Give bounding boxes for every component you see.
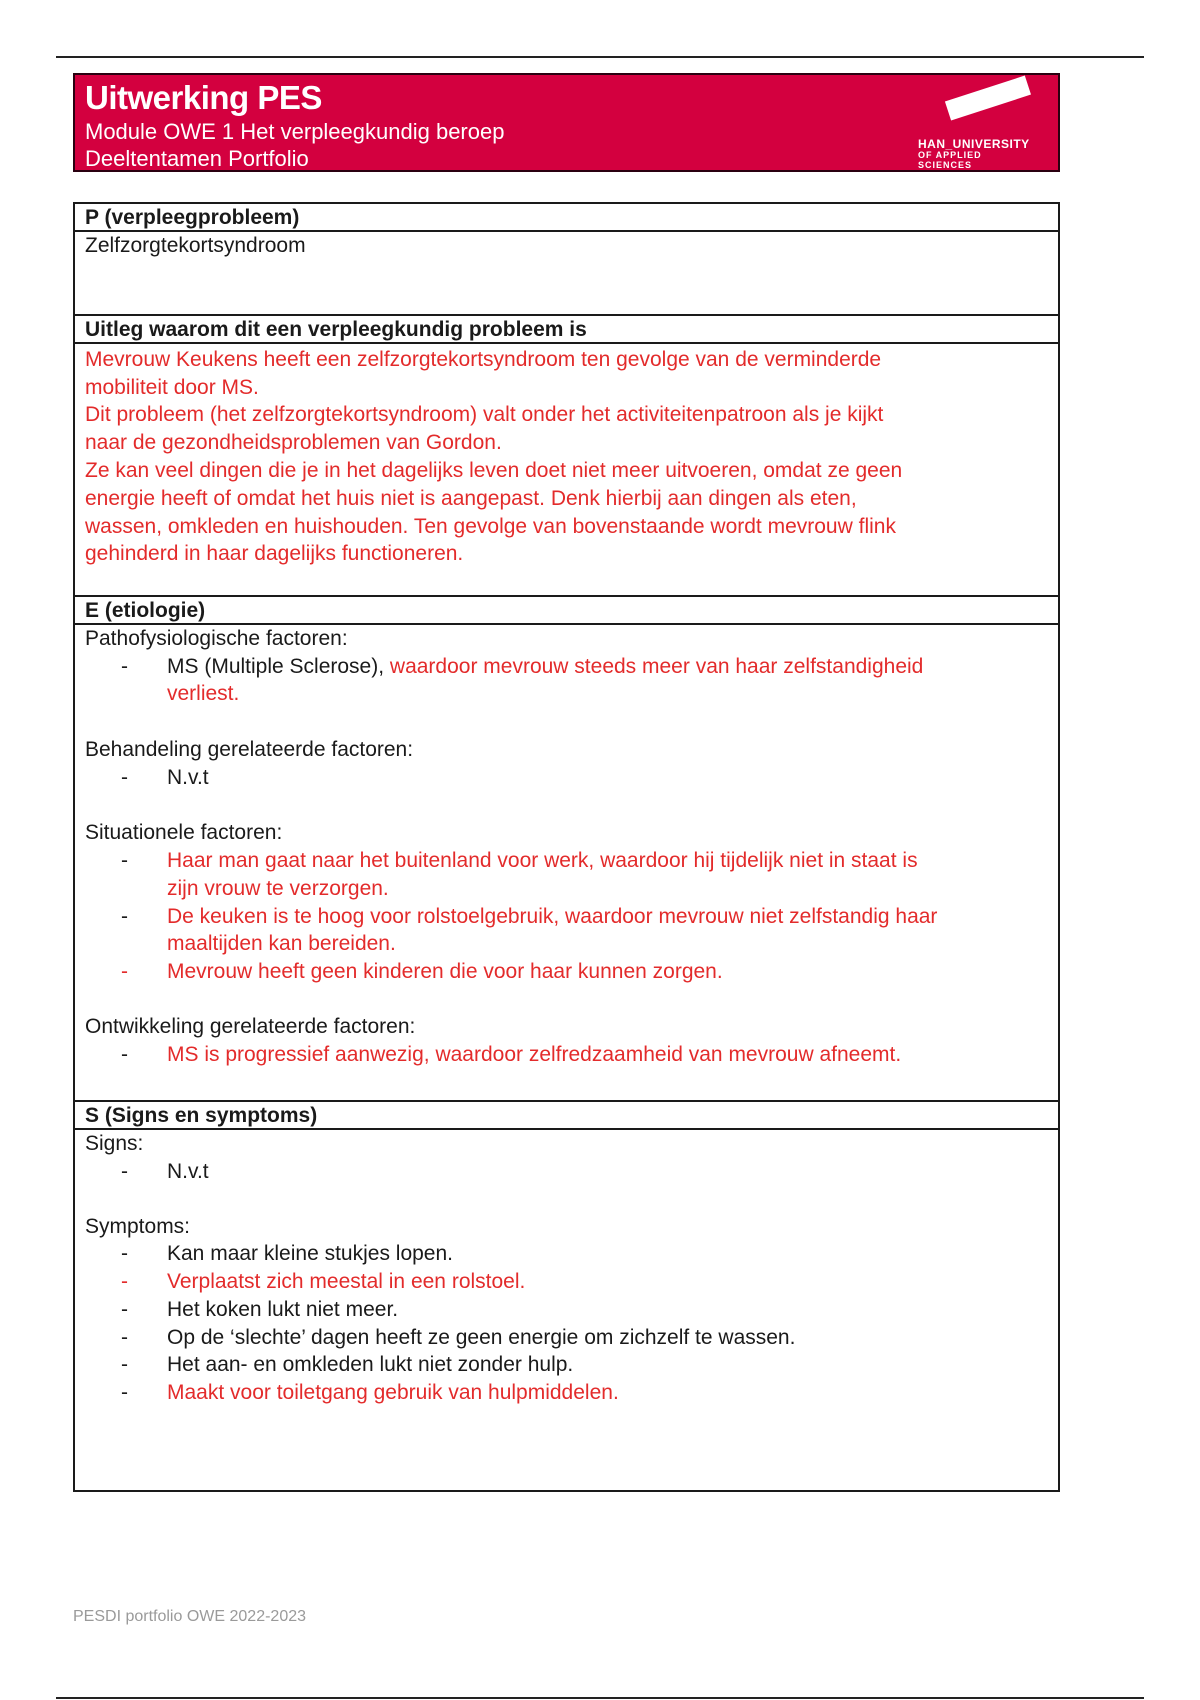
signs-label: Signs: <box>85 1132 144 1155</box>
footer-text: PESDI portfolio OWE 2022-2023 <box>73 1608 307 1625</box>
uitleg-line: Mevrouw Keukens heeft een zelfzorgtekortsyndroom ten gevolge van de verminderde <box>85 348 882 371</box>
top-rule <box>56 56 1144 58</box>
banner-module: Module OWE 1 Het verpleegkundig beroep <box>85 119 505 144</box>
han-logo <box>918 87 1030 170</box>
section-heading-p: P (verpleegprobleem) <box>75 204 1058 232</box>
situationele-label: Situationele factoren: <box>85 821 283 844</box>
section-heading-uitleg: Uitleg waarom dit een verpleegkundig probleem is <box>75 316 1058 344</box>
bottom-rule <box>56 1697 1144 1699</box>
logo-text-university: HAN_UNIVERSITY <box>918 137 1030 151</box>
uitleg-line: energie heeft of omdat het huis niet is aangepast. Denk hierbij aan dingen als eten, <box>85 487 857 510</box>
banner-title: Uitwerking PES <box>85 79 322 116</box>
section-heading-s: S (Signs en symptoms) <box>75 1102 1058 1130</box>
p-text: Zelfzorgtekortsyndroom <box>85 234 306 257</box>
ontwikkeling-label: Ontwikkeling gerelateerde factoren: <box>85 1015 416 1038</box>
symptoms-label: Symptoms: <box>85 1215 191 1238</box>
section-heading-e: E (etiologie) <box>75 597 1058 625</box>
uitleg-line: gehinderd in haar dagelijks functioneren. <box>85 542 464 565</box>
list-item-continuation: zijn vrouw te verzorgen. <box>167 877 389 900</box>
patho-label: Pathofysiologische factoren: <box>85 627 348 650</box>
pes-table: P (verpleegprobleem) Zelfzorgtekortsyndroom Uitleg waarom dit een verpleegkundig probleem is Mevrouw Keukens heeft een zelfzorgtekortsyndroom ten gevolge van de verminderde mobiliteit door MS. Dit probleem (het zelfzorgtekortsyndroom) valt onder het activiteitenpatroon als je kijkt naar de gezondheidsproblemen van Gordon. Ze kan veel dingen die je in het dagelijks leven doet niet meer uitvoeren, omdat ze geen energie heeft of omdat het huis niet is aangepast. Denk hierbij aan dingen als eten, wassen, omkleden en huishouden. Ten gevolge van bovenstaande wordt mevrouw flink gehinderd in haar dagelijks functioneren. E (etiologie) Pathofysiologische factoren: - MS (Multiple Sclerose), waardoor mevrouw steeds meer van haar zelfstandigheid verliest. Behandeling gerelateerde factoren: - N.v.t Situationele factoren: - Haar man gaat naar het buitenland voor werk, waardoor hij tijdelijk niet in staat is zijn vrouw te verzorgen. - De keuken is te hoog voor rolstoelgebruik, waardoor mevrouw niet zelfstandig haar maaltijden kan bereiden. - Mevrouw heeft geen kinderen die voor haar kunnen zorgen. Ontwikkeling gerelateerde factoren: - MS is progressief aanwezig, waardoor zelfredzaamheid van mevrouw afneemt. S (Signs en symptoms) Signs: - N.v.t Symptoms: - Kan maar kleine stukjes lopen. - Verplaatst zich meestal in een rolstoel. - Het koken lukt niet meer. - Op de ‘slechte’ dagen heeft ze geen energie om zichzelf te wassen. - Het aan- en omkleden lukt niet zonder hulp. - Maakt voor toiletgang gebruik van hulpmiddelen. <box>73 202 1060 1492</box>
behandeling-label: Behandeling gerelateerde factoren: <box>85 738 414 761</box>
logo-bar-icon <box>945 76 1031 121</box>
uitleg-line: Ze kan veel dingen die je in het dagelijks leven doet niet meer uitvoeren, omdat ze geen <box>85 459 903 482</box>
uitleg-line: wassen, omkleden en huishouden. Ten gevolge van bovenstaande wordt mevrouw flink <box>85 515 896 538</box>
header-banner <box>73 73 1060 172</box>
list-item-continuation: maaltijden kan bereiden. <box>167 932 396 955</box>
list-item-continuation: verliest. <box>167 682 240 705</box>
uitleg-line: mobiliteit door MS. <box>85 376 259 399</box>
uitleg-line: naar de gezondheidsproblemen van Gordon. <box>85 431 502 454</box>
logo-text-applied-sciences: OF APPLIED SCIENCES <box>918 150 982 170</box>
uitleg-line: Dit probleem (het zelfzorgtekortsyndroom) valt onder het activiteitenpatroon als je kijkt <box>85 403 884 426</box>
banner-subtitle: Deeltentamen Portfolio <box>85 146 309 171</box>
